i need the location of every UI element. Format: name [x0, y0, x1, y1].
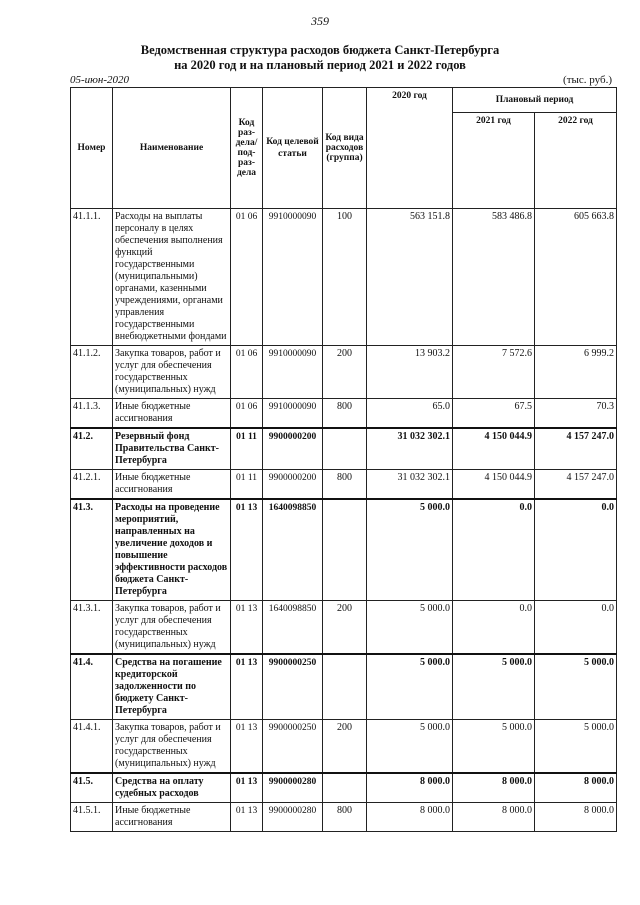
- row-name: Иные бюджетные ассигнования: [113, 399, 231, 429]
- row-expense-type: 800: [323, 399, 367, 429]
- row-name: Резервный фонд Правительства Санкт-Петербурга: [113, 428, 231, 470]
- row-amount-2020: 31 032 302.1: [367, 470, 453, 500]
- row-amount-2020: 5 000.0: [367, 601, 453, 655]
- section-code: 01: [235, 212, 246, 222]
- row-amount-2020: 5 000.0: [367, 499, 453, 601]
- row-target-code: 9900000280: [263, 803, 323, 832]
- row-amount-2021: 0.0: [453, 601, 535, 655]
- subsection-code: 13: [247, 806, 258, 816]
- row-expense-type: 100: [323, 209, 367, 346]
- row-number: 41.2.: [71, 428, 113, 470]
- row-amount-2020: 13 903.2: [367, 346, 453, 399]
- row-amount-2022: 8 000.0: [535, 773, 617, 803]
- row-number: 41.5.: [71, 773, 113, 803]
- table-row: [71, 346, 617, 399]
- header-name: Наименование: [113, 88, 231, 209]
- subsection-code: 13: [247, 658, 258, 668]
- section-code: 01: [235, 503, 246, 513]
- row-amount-2020: 5 000.0: [367, 720, 453, 774]
- row-section-code: [231, 803, 263, 832]
- row-target-code: 1640098850: [263, 499, 323, 601]
- row-section-code: [231, 399, 263, 429]
- row-expense-type: [323, 499, 367, 601]
- title-line-2: на 2020 год и на плановый период 2021 и 2022 годов: [174, 58, 466, 72]
- table-row: [71, 654, 617, 720]
- table-row: [71, 428, 617, 470]
- row-amount-2022: 0.0: [535, 499, 617, 601]
- subsection-code: 13: [247, 503, 258, 513]
- row-amount-2022: 6 999.2: [535, 346, 617, 399]
- row-amount-2022: 4 157 247.0: [535, 428, 617, 470]
- row-expense-type: [323, 428, 367, 470]
- table-body: [71, 209, 617, 832]
- subsection-code: 13: [247, 777, 258, 787]
- section-code: 01: [235, 473, 246, 483]
- row-amount-2021: 67.5: [453, 399, 535, 429]
- section-code: 01: [235, 604, 246, 614]
- row-amount-2020: 65.0: [367, 399, 453, 429]
- section-code: 01: [235, 777, 246, 787]
- header-2022: 2022 год: [535, 113, 617, 209]
- row-amount-2022: 605 663.8: [535, 209, 617, 346]
- row-amount-2022: 0.0: [535, 601, 617, 655]
- table-row: [71, 601, 617, 655]
- row-number: 41.1.3.: [71, 399, 113, 429]
- row-number: 41.2.1.: [71, 470, 113, 500]
- row-section-code: [231, 601, 263, 655]
- row-amount-2022: 8 000.0: [535, 803, 617, 832]
- row-amount-2021: 5 000.0: [453, 654, 535, 720]
- row-number: 41.3.: [71, 499, 113, 601]
- header-number: Номер: [71, 88, 113, 209]
- row-expense-type: 800: [323, 470, 367, 500]
- row-name: Расходы на выплаты персоналу в целях обеспечения выполнения функций государственными (муниципальными) органами, казенными учреждениями, органами управления государственными внебюджетными фондами: [113, 209, 231, 346]
- document-title: [0, 43, 640, 73]
- subsection-code: 06: [247, 349, 258, 359]
- row-name: Закупка товаров, работ и услуг для обеспечения государственных (муниципальных) нужд: [113, 720, 231, 774]
- section-code: 01: [236, 432, 246, 442]
- subsection-code: 13: [247, 604, 258, 614]
- row-amount-2020: 563 151.8: [367, 209, 453, 346]
- section-code: 01: [235, 658, 246, 668]
- row-target-code: 9900000200: [263, 470, 323, 500]
- table-row: [71, 399, 617, 429]
- row-amount-2021: 4 150 044.9: [453, 470, 535, 500]
- row-amount-2022: 5 000.0: [535, 654, 617, 720]
- row-amount-2021: 4 150 044.9: [453, 428, 535, 470]
- header-2021: 2021 год: [453, 113, 535, 209]
- section-code: 01: [235, 806, 246, 816]
- budget-table: [70, 87, 617, 832]
- row-name: Закупка товаров, работ и услуг для обеспечения государственных (муниципальных) нужд: [113, 601, 231, 655]
- units-label: (тыс. руб.): [563, 74, 612, 86]
- table-row: [71, 470, 617, 500]
- header-target-code: Код целевой статьи: [263, 88, 323, 209]
- row-expense-type: [323, 654, 367, 720]
- row-amount-2021: 8 000.0: [453, 773, 535, 803]
- row-target-code: 9900000200: [263, 428, 323, 470]
- row-expense-type: 200: [323, 346, 367, 399]
- subsection-code: 06: [247, 402, 258, 412]
- row-amount-2021: 5 000.0: [453, 720, 535, 774]
- section-code: 01: [235, 349, 246, 359]
- header-planned-period: Плановый период: [453, 88, 617, 113]
- row-section-code: [231, 499, 263, 601]
- row-target-code: 9910000090: [263, 346, 323, 399]
- row-number: 41.3.1.: [71, 601, 113, 655]
- title-line-1: Ведомственная структура расходов бюджета Санкт-Петербурга: [140, 43, 500, 57]
- subsection-code: 13: [247, 723, 258, 733]
- row-target-code: 9910000090: [263, 209, 323, 346]
- subsection-code: 06: [247, 212, 258, 222]
- row-amount-2021: 583 486.8: [453, 209, 535, 346]
- header-2020: 2020 год: [367, 88, 453, 209]
- header-section-code: Код раз-дела/ под-раз-дела: [231, 88, 263, 209]
- row-name: Закупка товаров, работ и услуг для обеспечения государственных (муниципальных) нужд: [113, 346, 231, 399]
- row-section-code: [231, 720, 263, 774]
- row-amount-2022: 70.3: [535, 399, 617, 429]
- row-amount-2021: 7 572.6: [453, 346, 535, 399]
- row-target-code: 9900000250: [263, 654, 323, 720]
- row-name: Иные бюджетные ассигнования: [113, 470, 231, 500]
- row-number: 41.4.: [71, 654, 113, 720]
- row-section-code: [231, 209, 263, 346]
- row-target-code: 1640098850: [263, 601, 323, 655]
- table-row: [71, 773, 617, 803]
- row-number: 41.1.2.: [71, 346, 113, 399]
- table-row: [71, 499, 617, 601]
- row-amount-2022: 5 000.0: [535, 720, 617, 774]
- row-number: 41.1.1.: [71, 209, 113, 346]
- row-section-code: [231, 428, 263, 470]
- subsection-code: 11: [247, 432, 257, 442]
- row-section-code: [231, 470, 263, 500]
- row-name: Расходы на проведение мероприятий, направленных на увеличение доходов и повышение эффективности расходов бюджета Санкт-Петербурга: [113, 499, 231, 601]
- row-amount-2022: 4 157 247.0: [535, 470, 617, 500]
- row-name: Средства на погашение кредиторской задолженности по бюджету Санкт-Петербурга: [113, 654, 231, 720]
- table-row: [71, 209, 617, 346]
- table-row: [71, 720, 617, 774]
- row-section-code: [231, 773, 263, 803]
- table-row: [71, 803, 617, 832]
- row-expense-type: 200: [323, 601, 367, 655]
- section-code: 01: [235, 402, 246, 412]
- row-name: Иные бюджетные ассигнования: [113, 803, 231, 832]
- row-target-code: 9910000090: [263, 399, 323, 429]
- subsection-code: 11: [247, 473, 258, 483]
- row-amount-2020: 5 000.0: [367, 654, 453, 720]
- row-amount-2020: 31 032 302.1: [367, 428, 453, 470]
- section-code: 01: [235, 723, 246, 733]
- page-number: 359: [311, 14, 329, 28]
- row-expense-type: 200: [323, 720, 367, 774]
- row-amount-2021: 8 000.0: [453, 803, 535, 832]
- row-expense-type: [323, 773, 367, 803]
- row-target-code: 9900000250: [263, 720, 323, 774]
- row-section-code: [231, 346, 263, 399]
- row-target-code: 9900000280: [263, 773, 323, 803]
- row-amount-2021: 0.0: [453, 499, 535, 601]
- row-number: 41.5.1.: [71, 803, 113, 832]
- row-number: 41.4.1.: [71, 720, 113, 774]
- header-expense-type-code: Код вида расходов (группа): [323, 88, 367, 209]
- row-section-code: [231, 654, 263, 720]
- row-expense-type: 800: [323, 803, 367, 832]
- row-name: Средства на оплату судебных расходов: [113, 773, 231, 803]
- row-amount-2020: 8 000.0: [367, 803, 453, 832]
- document-date: 05-июн-2020: [70, 74, 130, 86]
- row-amount-2020: 8 000.0: [367, 773, 453, 803]
